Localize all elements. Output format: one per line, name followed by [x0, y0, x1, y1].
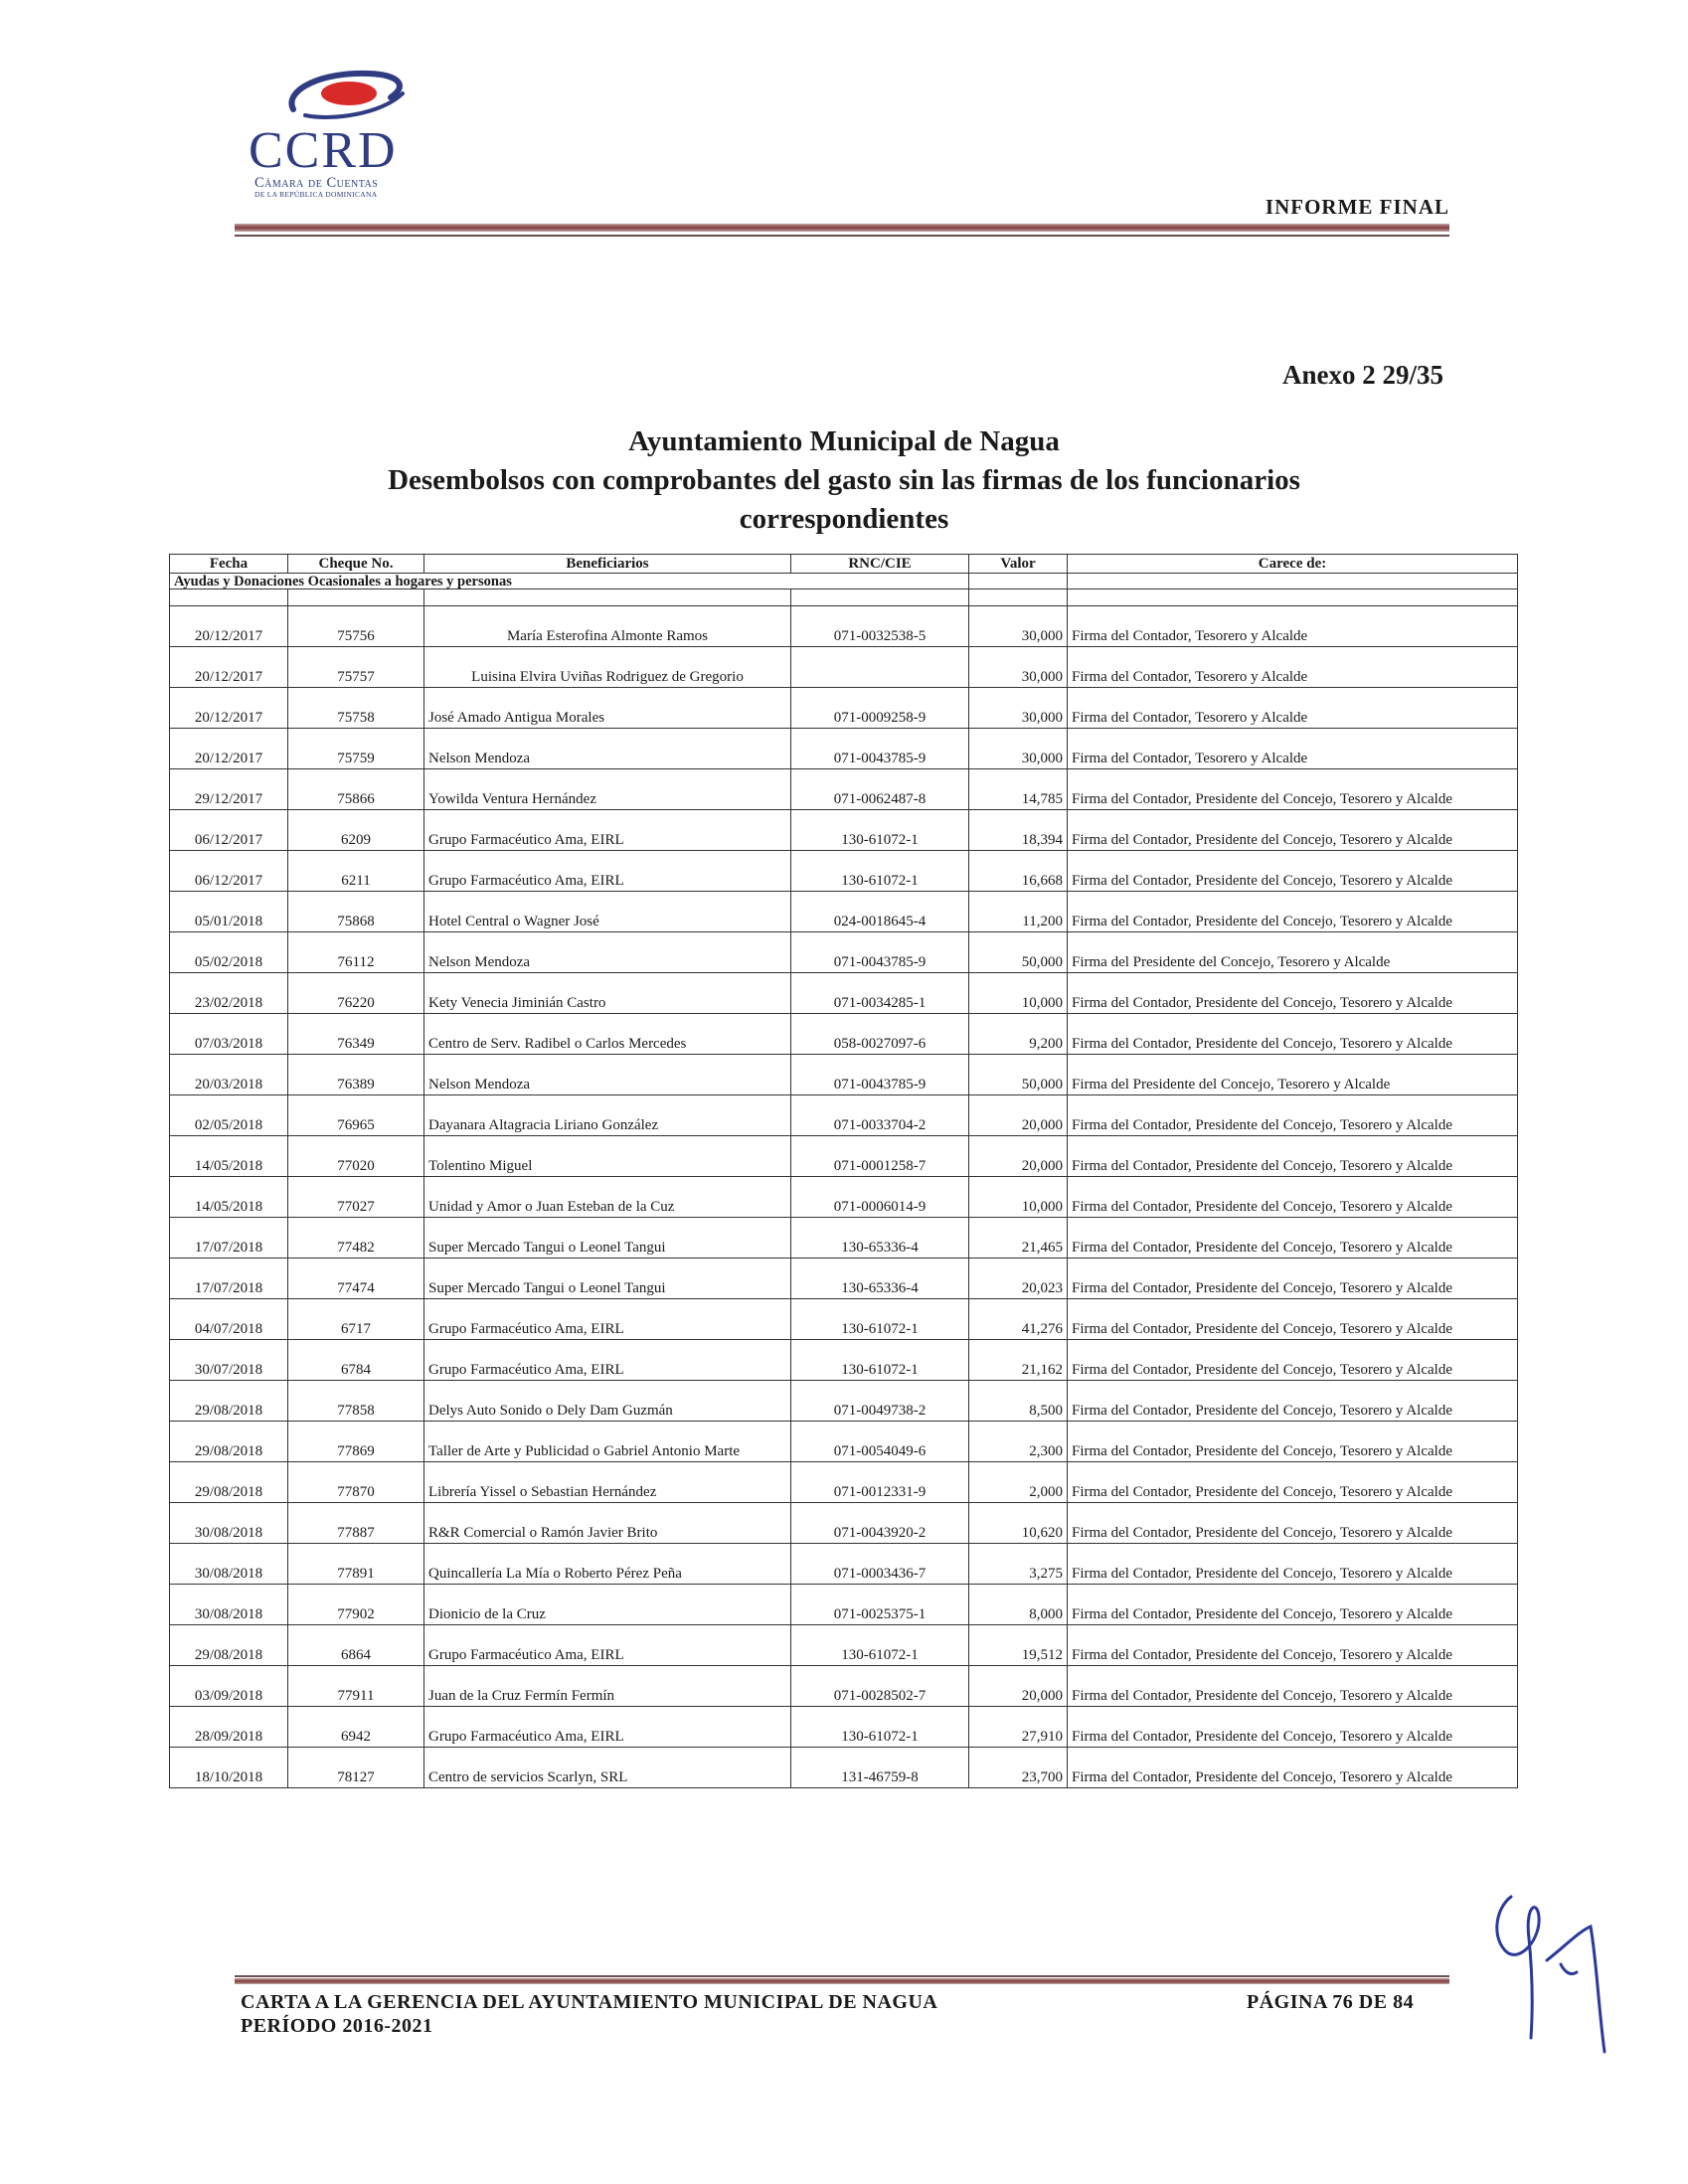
cell-fecha: 14/05/2018 [170, 1177, 288, 1218]
cell-cheque: 77858 [288, 1381, 424, 1422]
table-row [170, 1625, 1518, 1666]
cell-beneficiario: María Esterofina Almonte Ramos [424, 606, 791, 647]
cell-cheque: 77902 [288, 1585, 424, 1625]
disbursements-table [169, 554, 1518, 1788]
cell-beneficiario: Super Mercado Tangui o Leonel Tangui [424, 1259, 791, 1299]
cell-valor: 19,512 [969, 1625, 1068, 1666]
table-row [170, 1381, 1518, 1422]
annex-number: Anexo 2 29/35 [1282, 360, 1443, 390]
cell-cheque: 6209 [288, 810, 424, 851]
cell-beneficiario: Centro de Serv. Radibel o Carlos Mercedes [424, 1014, 791, 1055]
cell-valor: 23,700 [969, 1748, 1068, 1788]
cell-carece: Firma del Contador, Presidente del Concejo, Tesorero y Alcalde [1068, 1095, 1518, 1136]
cell-cheque: 77870 [288, 1462, 424, 1503]
cell-rnc: 071-0054049-6 [791, 1422, 969, 1462]
cell-beneficiario: Yowilda Ventura Hernández [424, 769, 791, 810]
blank-row [170, 589, 1518, 606]
cell-carece: Firma del Presidente del Concejo, Tesorero y Alcalde [1068, 1055, 1518, 1095]
cell-carece: Firma del Contador, Presidente del Concejo, Tesorero y Alcalde [1068, 973, 1518, 1014]
cell-fecha: 20/03/2018 [170, 1055, 288, 1095]
cell-carece: Firma del Contador, Presidente del Concejo, Tesorero y Alcalde [1068, 1503, 1518, 1544]
cell-rnc: 071-0043785-9 [791, 729, 969, 769]
cell-beneficiario: Hotel Central o Wagner José [424, 892, 791, 932]
cell-cheque: 77891 [288, 1544, 424, 1585]
title-line-2: Desembolsos con comprobantes del gasto sin las firmas de los funcionarios [388, 464, 1300, 496]
table-row [170, 1748, 1518, 1788]
cell-valor: 50,000 [969, 1055, 1068, 1095]
cell-fecha: 05/01/2018 [170, 892, 288, 932]
cell-cheque: 6942 [288, 1707, 424, 1748]
cell-fecha: 28/09/2018 [170, 1707, 288, 1748]
table-row [170, 851, 1518, 892]
cell-carece: Firma del Contador, Presidente del Concejo, Tesorero y Alcalde [1068, 810, 1518, 851]
report-label: INFORME FINAL [1265, 195, 1449, 219]
cell-beneficiario: Grupo Farmacéutico Ama, EIRL [424, 1299, 791, 1340]
cell-fecha: 29/08/2018 [170, 1462, 288, 1503]
cell-beneficiario: José Amado Antigua Morales [424, 688, 791, 729]
cell-rnc: 130-61072-1 [791, 1299, 969, 1340]
cell-cheque: 76220 [288, 973, 424, 1014]
ccrd-logo [249, 64, 503, 203]
logo-abbr: CCRD [249, 122, 398, 179]
cell-valor: 20,000 [969, 1136, 1068, 1177]
cell-cheque: 75756 [288, 606, 424, 647]
cell-fecha: 05/02/2018 [170, 932, 288, 973]
cell-rnc: 130-61072-1 [791, 1340, 969, 1381]
table-row [170, 769, 1518, 810]
cell-rnc: 071-0033704-2 [791, 1095, 969, 1136]
cell-rnc: 071-0062487-8 [791, 769, 969, 810]
logo-line1: Cámara de Cuentas [254, 175, 379, 191]
cell-valor: 18,394 [969, 810, 1068, 851]
cell-cheque: 6717 [288, 1299, 424, 1340]
cell-cheque: 77869 [288, 1422, 424, 1462]
table-row [170, 1218, 1518, 1259]
cell-valor: 2,000 [969, 1462, 1068, 1503]
table-row [170, 1503, 1518, 1544]
section-label: Ayudas y Donaciones Ocasionales a hogares y personas [170, 574, 791, 589]
cell-cheque: 6864 [288, 1625, 424, 1666]
cell-beneficiario: Kety Venecia Jiminián Castro [424, 973, 791, 1014]
cell-cheque: 75866 [288, 769, 424, 810]
table-row [170, 1095, 1518, 1136]
table-row [170, 1585, 1518, 1625]
cell-cheque: 77020 [288, 1136, 424, 1177]
cell-valor: 20,000 [969, 1095, 1068, 1136]
cell-carece: Firma del Contador, Presidente del Concejo, Tesorero y Alcalde [1068, 1462, 1518, 1503]
table-row [170, 729, 1518, 769]
cell-rnc: 071-0034285-1 [791, 973, 969, 1014]
table-row [170, 1544, 1518, 1585]
cell-valor: 27,910 [969, 1707, 1068, 1748]
cell-carece: Firma del Contador, Presidente del Concejo, Tesorero y Alcalde [1068, 1585, 1518, 1625]
cell-rnc: 071-0043920-2 [791, 1503, 969, 1544]
cell-valor: 3,275 [969, 1544, 1068, 1585]
cell-valor: 16,668 [969, 851, 1068, 892]
cell-fecha: 23/02/2018 [170, 973, 288, 1014]
cell-carece: Firma del Contador, Presidente del Concejo, Tesorero y Alcalde [1068, 1218, 1518, 1259]
cell-valor: 8,000 [969, 1585, 1068, 1625]
cell-rnc: 071-0043785-9 [791, 932, 969, 973]
cell-carece: Firma del Contador, Presidente del Concejo, Tesorero y Alcalde [1068, 1381, 1518, 1422]
cell-cheque: 75868 [288, 892, 424, 932]
table-row [170, 1014, 1518, 1055]
cell-cheque: 76112 [288, 932, 424, 973]
cell-cheque: 78127 [288, 1748, 424, 1788]
cell-valor: 2,300 [969, 1422, 1068, 1462]
cell-beneficiario: Luisina Elvira Uviñas Rodriguez de Gregorio [424, 647, 791, 688]
cell-carece: Firma del Contador, Tesorero y Alcalde [1068, 688, 1518, 729]
cell-carece: Firma del Contador, Presidente del Concejo, Tesorero y Alcalde [1068, 1707, 1518, 1748]
table-row [170, 1177, 1518, 1218]
cell-cheque: 77474 [288, 1259, 424, 1299]
table-row [170, 1340, 1518, 1381]
cell-valor: 9,200 [969, 1014, 1068, 1055]
cell-carece: Firma del Contador, Presidente del Concejo, Tesorero y Alcalde [1068, 851, 1518, 892]
cell-cheque: 77911 [288, 1666, 424, 1707]
cell-valor: 10,000 [969, 1177, 1068, 1218]
table-row [170, 892, 1518, 932]
footer-band [235, 1978, 1449, 1984]
cell-fecha: 30/08/2018 [170, 1503, 288, 1544]
cell-valor: 10,000 [969, 973, 1068, 1014]
table-row [170, 1136, 1518, 1177]
cell-carece: Firma del Contador, Presidente del Concejo, Tesorero y Alcalde [1068, 1136, 1518, 1177]
table-row [170, 1462, 1518, 1503]
cell-beneficiario: Nelson Mendoza [424, 729, 791, 769]
table-row [170, 1259, 1518, 1299]
cell-carece: Firma del Contador, Presidente del Concejo, Tesorero y Alcalde [1068, 769, 1518, 810]
cell-carece: Firma del Contador, Presidente del Concejo, Tesorero y Alcalde [1068, 1748, 1518, 1788]
cell-carece: Firma del Contador, Presidente del Concejo, Tesorero y Alcalde [1068, 1014, 1518, 1055]
page-number: PÁGINA 76 DE 84 [1247, 1991, 1415, 2013]
cell-beneficiario: Centro de servicios Scarlyn, SRL [424, 1748, 791, 1788]
cell-beneficiario: Grupo Farmacéutico Ama, EIRL [424, 810, 791, 851]
cell-beneficiario: R&R Comercial o Ramón Javier Brito [424, 1503, 791, 1544]
table-row [170, 932, 1518, 973]
cell-rnc: 058-0027097-6 [791, 1014, 969, 1055]
cell-fecha: 03/09/2018 [170, 1666, 288, 1707]
cell-fecha: 29/08/2018 [170, 1381, 288, 1422]
cell-valor: 10,620 [969, 1503, 1068, 1544]
cell-rnc: 071-0043785-9 [791, 1055, 969, 1095]
cell-rnc: 130-61072-1 [791, 1707, 969, 1748]
handwritten-signature [1481, 1869, 1640, 2058]
header-band [235, 224, 1449, 232]
cell-beneficiario: Librería Yissel o Sebastian Hernández [424, 1462, 791, 1503]
table-row [170, 606, 1518, 647]
col-header-rnc: RNC/CIE [791, 555, 969, 574]
footer-line-1: CARTA A LA GERENCIA DEL AYUNTAMIENTO MUNICIPAL DE NAGUA [241, 1991, 938, 2013]
cell-carece: Firma del Contador, Presidente del Concejo, Tesorero y Alcalde [1068, 1625, 1518, 1666]
cell-rnc: 130-61072-1 [791, 1625, 969, 1666]
cell-valor: 20,000 [969, 1666, 1068, 1707]
cell-valor: 41,276 [969, 1299, 1068, 1340]
cell-beneficiario: Grupo Farmacéutico Ama, EIRL [424, 1707, 791, 1748]
cell-carece: Firma del Contador, Presidente del Concejo, Tesorero y Alcalde [1068, 892, 1518, 932]
cell-beneficiario: Grupo Farmacéutico Ama, EIRL [424, 851, 791, 892]
cell-fecha: 02/05/2018 [170, 1095, 288, 1136]
title-line-3: correspondientes [739, 503, 949, 535]
cell-valor: 11,200 [969, 892, 1068, 932]
cell-rnc: 130-61072-1 [791, 810, 969, 851]
table-row [170, 688, 1518, 729]
cell-beneficiario: Dayanara Altagracia Liriano González [424, 1095, 791, 1136]
col-header-valor: Valor [969, 555, 1068, 574]
cell-rnc: 024-0018645-4 [791, 892, 969, 932]
cell-fecha: 18/10/2018 [170, 1748, 288, 1788]
table-row [170, 1666, 1518, 1707]
cell-fecha: 29/12/2017 [170, 769, 288, 810]
cell-carece: Firma del Contador, Presidente del Concejo, Tesorero y Alcalde [1068, 1544, 1518, 1585]
cell-rnc: 130-65336-4 [791, 1259, 969, 1299]
cell-beneficiario: Delys Auto Sonido o Dely Dam Guzmán [424, 1381, 791, 1422]
table-row [170, 647, 1518, 688]
cell-beneficiario: Super Mercado Tangui o Leonel Tangui [424, 1218, 791, 1259]
footer-line-2: PERÍODO 2016-2021 [241, 2015, 433, 2037]
table-row [170, 1299, 1518, 1340]
cell-fecha: 14/05/2018 [170, 1136, 288, 1177]
cell-valor: 50,000 [969, 932, 1068, 973]
cell-cheque: 76349 [288, 1014, 424, 1055]
cell-valor: 21,162 [969, 1340, 1068, 1381]
cell-fecha: 30/08/2018 [170, 1585, 288, 1625]
table-row [170, 1422, 1518, 1462]
title-line-1: Ayuntamiento Municipal de Nagua [628, 425, 1060, 457]
cell-carece: Firma del Contador, Tesorero y Alcalde [1068, 606, 1518, 647]
cell-beneficiario: Juan de la Cruz Fermín Fermín [424, 1666, 791, 1707]
cell-beneficiario: Taller de Arte y Publicidad o Gabriel Antonio Marte [424, 1422, 791, 1462]
cell-cheque: 77887 [288, 1503, 424, 1544]
cell-fecha: 29/08/2018 [170, 1422, 288, 1462]
cell-fecha: 30/08/2018 [170, 1544, 288, 1585]
cell-carece: Firma del Contador, Presidente del Concejo, Tesorero y Alcalde [1068, 1177, 1518, 1218]
cell-beneficiario: Dionicio de la Cruz [424, 1585, 791, 1625]
footer-band-thin [235, 1975, 1449, 1977]
cell-carece: Firma del Contador, Presidente del Concejo, Tesorero y Alcalde [1068, 1299, 1518, 1340]
cell-cheque: 76389 [288, 1055, 424, 1095]
cell-fecha: 20/12/2017 [170, 647, 288, 688]
cell-cheque: 76965 [288, 1095, 424, 1136]
cell-beneficiario: Nelson Mendoza [424, 932, 791, 973]
logo-line2: DE LA REPÚBLICA DOMINICANA [254, 190, 378, 199]
cell-fecha: 17/07/2018 [170, 1259, 288, 1299]
cell-rnc [791, 647, 969, 688]
cell-fecha: 06/12/2017 [170, 851, 288, 892]
cell-rnc: 071-0001258-7 [791, 1136, 969, 1177]
cell-cheque: 75757 [288, 647, 424, 688]
cell-valor: 30,000 [969, 729, 1068, 769]
header-band-thin [235, 235, 1449, 237]
table-header-row [170, 555, 1518, 574]
cell-valor: 14,785 [969, 769, 1068, 810]
cell-carece: Firma del Contador, Presidente del Concejo, Tesorero y Alcalde [1068, 1422, 1518, 1462]
cell-fecha: 07/03/2018 [170, 1014, 288, 1055]
cell-cheque: 75758 [288, 688, 424, 729]
cell-carece: Firma del Contador, Presidente del Concejo, Tesorero y Alcalde [1068, 1259, 1518, 1299]
table-row [170, 1707, 1518, 1748]
cell-beneficiario: Unidad y Amor o Juan Esteban de la Cuz [424, 1177, 791, 1218]
cell-valor: 8,500 [969, 1381, 1068, 1422]
cell-valor: 30,000 [969, 688, 1068, 729]
cell-beneficiario: Tolentino Miguel [424, 1136, 791, 1177]
cell-valor: 20,023 [969, 1259, 1068, 1299]
cell-rnc: 071-0012331-9 [791, 1462, 969, 1503]
cell-beneficiario: Grupo Farmacéutico Ama, EIRL [424, 1340, 791, 1381]
cell-valor: 30,000 [969, 647, 1068, 688]
cell-valor: 21,465 [969, 1218, 1068, 1259]
cell-cheque: 75759 [288, 729, 424, 769]
cell-carece: Firma del Contador, Presidente del Concejo, Tesorero y Alcalde [1068, 1340, 1518, 1381]
cell-rnc: 071-0049738-2 [791, 1381, 969, 1422]
cell-fecha: 20/12/2017 [170, 729, 288, 769]
col-header-cheque: Cheque No. [288, 555, 424, 574]
cell-carece: Firma del Contador, Tesorero y Alcalde [1068, 729, 1518, 769]
cell-rnc: 131-46759-8 [791, 1748, 969, 1788]
cell-cheque: 6211 [288, 851, 424, 892]
col-header-fecha: Fecha [170, 555, 288, 574]
cell-valor: 30,000 [969, 606, 1068, 647]
cell-cheque: 77482 [288, 1218, 424, 1259]
cell-carece: Firma del Contador, Tesorero y Alcalde [1068, 647, 1518, 688]
cell-rnc: 071-0025375-1 [791, 1585, 969, 1625]
cell-fecha: 30/07/2018 [170, 1340, 288, 1381]
cell-cheque: 77027 [288, 1177, 424, 1218]
cell-fecha: 29/08/2018 [170, 1625, 288, 1666]
cell-rnc: 071-0003436-7 [791, 1544, 969, 1585]
logo-emblem-icon [283, 64, 413, 123]
cell-beneficiario: Quincallería La Mía o Roberto Pérez Peña [424, 1544, 791, 1585]
col-header-carece: Carece de: [1068, 555, 1518, 574]
cell-cheque: 6784 [288, 1340, 424, 1381]
section-row [170, 574, 1518, 589]
cell-fecha: 20/12/2017 [170, 688, 288, 729]
cell-rnc: 071-0009258-9 [791, 688, 969, 729]
cell-fecha: 04/07/2018 [170, 1299, 288, 1340]
cell-carece: Firma del Contador, Presidente del Concejo, Tesorero y Alcalde [1068, 1666, 1518, 1707]
col-header-beneficiarios: Beneficiarios [424, 555, 791, 574]
cell-carece: Firma del Presidente del Concejo, Tesorero y Alcalde [1068, 932, 1518, 973]
table-row [170, 1055, 1518, 1095]
cell-beneficiario: Nelson Mendoza [424, 1055, 791, 1095]
cell-rnc: 071-0032538-5 [791, 606, 969, 647]
cell-rnc: 071-0006014-9 [791, 1177, 969, 1218]
table-row [170, 810, 1518, 851]
cell-rnc: 130-65336-4 [791, 1218, 969, 1259]
cell-beneficiario: Grupo Farmacéutico Ama, EIRL [424, 1625, 791, 1666]
cell-fecha: 06/12/2017 [170, 810, 288, 851]
cell-fecha: 17/07/2018 [170, 1218, 288, 1259]
cell-rnc: 130-61072-1 [791, 851, 969, 892]
table-row [170, 973, 1518, 1014]
cell-fecha: 20/12/2017 [170, 606, 288, 647]
cell-rnc: 071-0028502-7 [791, 1666, 969, 1707]
